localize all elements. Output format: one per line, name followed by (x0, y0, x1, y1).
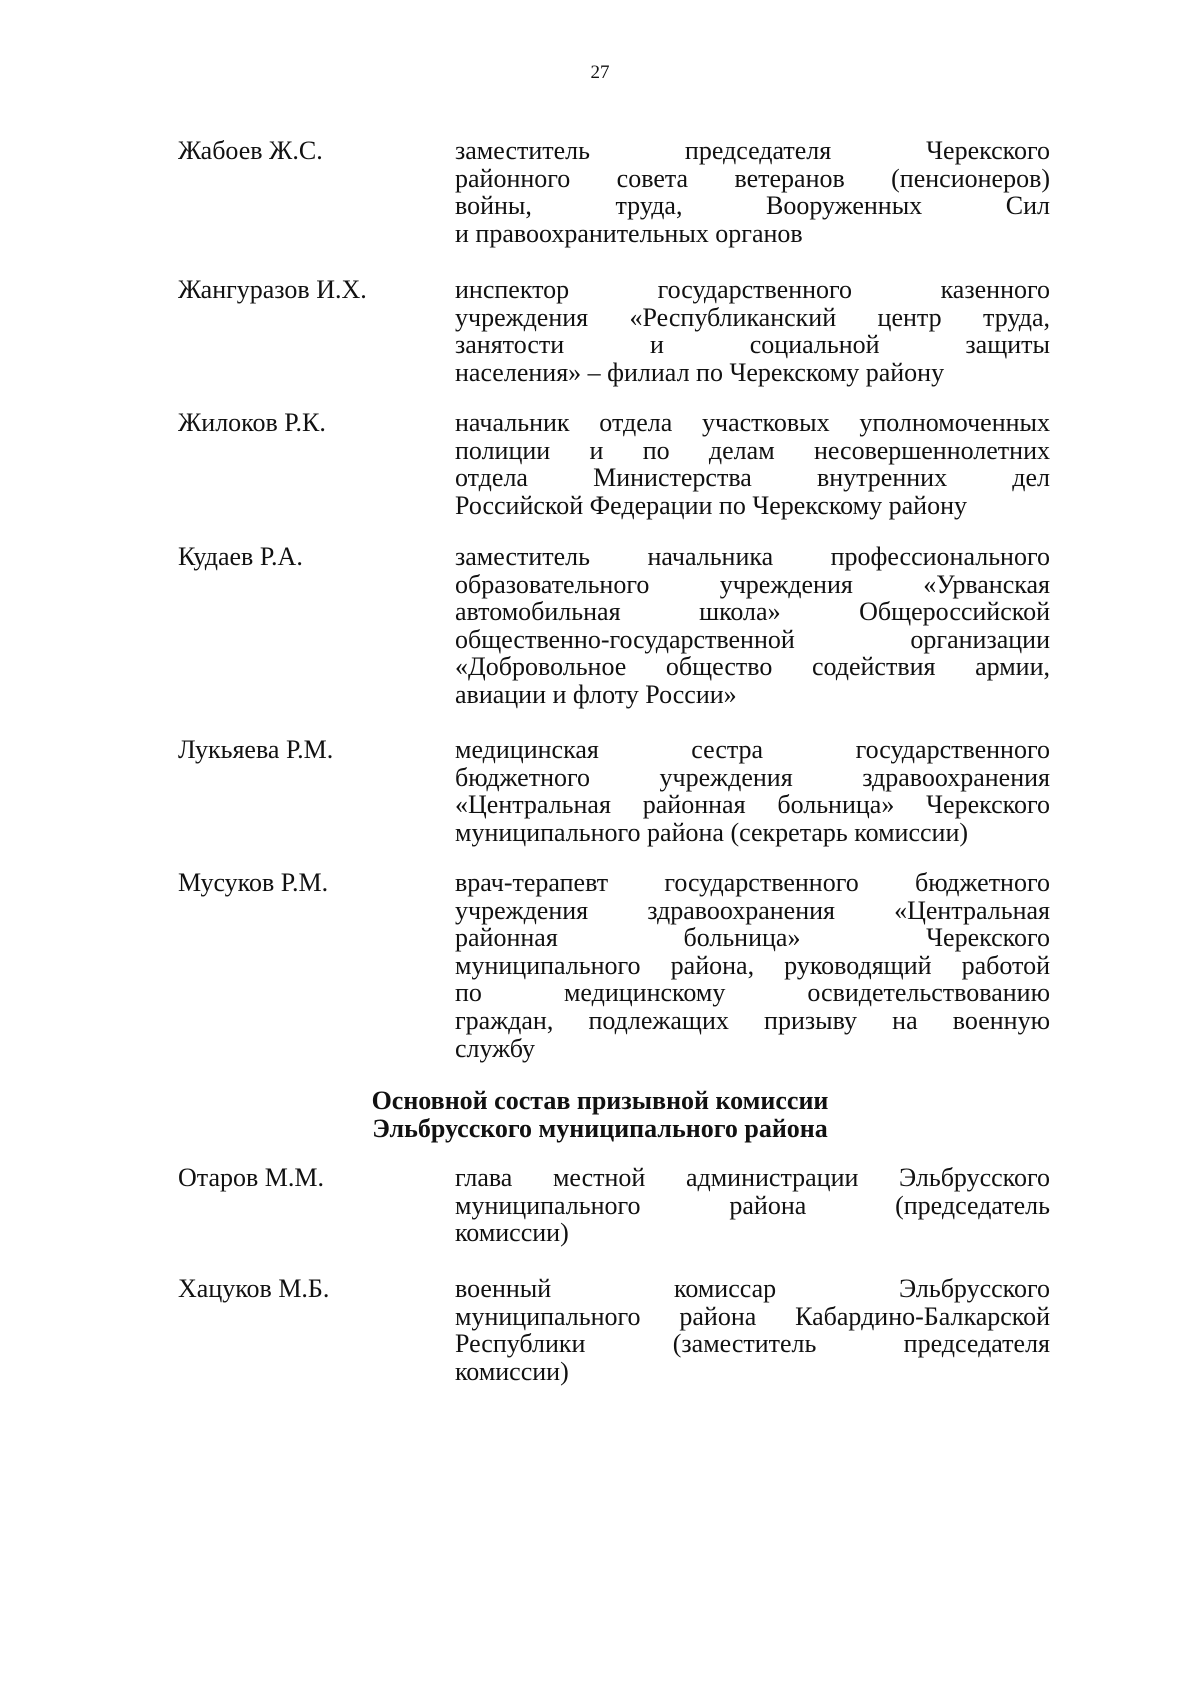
member-position (455, 736, 1050, 846)
member-position (455, 1164, 1050, 1247)
member-position (455, 869, 1050, 1062)
position-line: муниципального района (председатель (455, 1190, 1050, 1220)
position-line: муниципального района Кабардино-Балкарской (455, 1301, 1050, 1331)
position-line: авиации и флоту России» (455, 679, 737, 709)
position-line: муниципального района, руководящий работой (455, 950, 1050, 980)
position-line: Республики (заместитель председателя (455, 1329, 1050, 1359)
position-line: начальник отдела участковых уполномоченных (455, 408, 1050, 437)
position-line: войны, труда, Вооруженных Сил (455, 191, 1050, 221)
position-line: образовательного учреждения «Урванская (455, 569, 1050, 599)
position-line: службу (455, 1033, 536, 1063)
position-line: граждан, подлежащих призыву на военную (455, 1005, 1050, 1035)
position-line: по медицинскому освидетельствованию (455, 978, 1050, 1008)
position-line: учреждения здравоохранения «Центральная (455, 895, 1050, 925)
position-line: общественно-государственной организации (455, 624, 1050, 654)
position-line: автомобильная школа» Общероссийской (455, 597, 1050, 627)
position-line: занятости и социальной защиты (455, 330, 1050, 360)
position-line: врач-терапевт государственного бюджетного (455, 868, 1050, 897)
position-line: инспектор государственного казенного (455, 275, 1050, 304)
page-number: 27 (590, 62, 610, 83)
position-line: комиссии) (455, 1218, 569, 1248)
position-line: районная больница» Черекского (455, 923, 1050, 953)
position-line: глава местной администрации Эльбрусского (455, 1163, 1050, 1192)
member-name: Жабоев Ж.С. (178, 136, 323, 165)
member-name: Жангуразов И.Х. (178, 275, 367, 304)
member-name: Хацуков М.Б. (178, 1274, 330, 1303)
position-line: отдела Министерства внутренних дел (455, 463, 1050, 493)
member-position (455, 409, 1050, 519)
member-position (455, 543, 1050, 709)
section-heading-line: Эльбрусского муниципального района (372, 1114, 828, 1143)
position-line: учреждения «Республиканский центр труда, (455, 302, 1050, 332)
position-line: населения» – филиал по Черекскому району (455, 357, 945, 387)
section-heading-line: Основной состав призывной комиссии (371, 1086, 829, 1115)
position-line: заместитель начальника профессионального (455, 542, 1050, 571)
position-line: «Центральная районная больница» Черекского (455, 790, 1050, 820)
position-line: бюджетного учреждения здравоохранения (455, 762, 1050, 792)
position-line: медицинская сестра государственного (455, 735, 1050, 764)
position-line: заместитель председателя Черекского (455, 136, 1050, 165)
member-name: Жилоков Р.К. (178, 408, 326, 437)
member-name: Кудаев Р.А. (178, 542, 303, 571)
position-line: полиции и по делам несовершеннолетних (455, 435, 1050, 465)
position-line: военный комиссар Эльбрусского (455, 1274, 1050, 1303)
member-name: Отаров М.М. (178, 1163, 325, 1192)
position-line: районного совета ветеранов (пенсионеров) (455, 163, 1050, 193)
section-heading (0, 1087, 1200, 1143)
position-line: и правоохранительных органов (455, 218, 803, 248)
position-line: комиссии) (455, 1356, 569, 1386)
member-position (455, 137, 1050, 247)
member-position (455, 1275, 1050, 1385)
member-position (455, 276, 1050, 386)
member-name: Лукьяева Р.М. (178, 735, 334, 764)
position-line: Российской Федерации по Черекскому району (455, 490, 967, 520)
member-name: Мусуков Р.М. (178, 868, 329, 897)
position-line: «Добровольное общество содействия армии, (455, 652, 1050, 682)
position-line: муниципального района (секретарь комиссии) (455, 817, 969, 847)
